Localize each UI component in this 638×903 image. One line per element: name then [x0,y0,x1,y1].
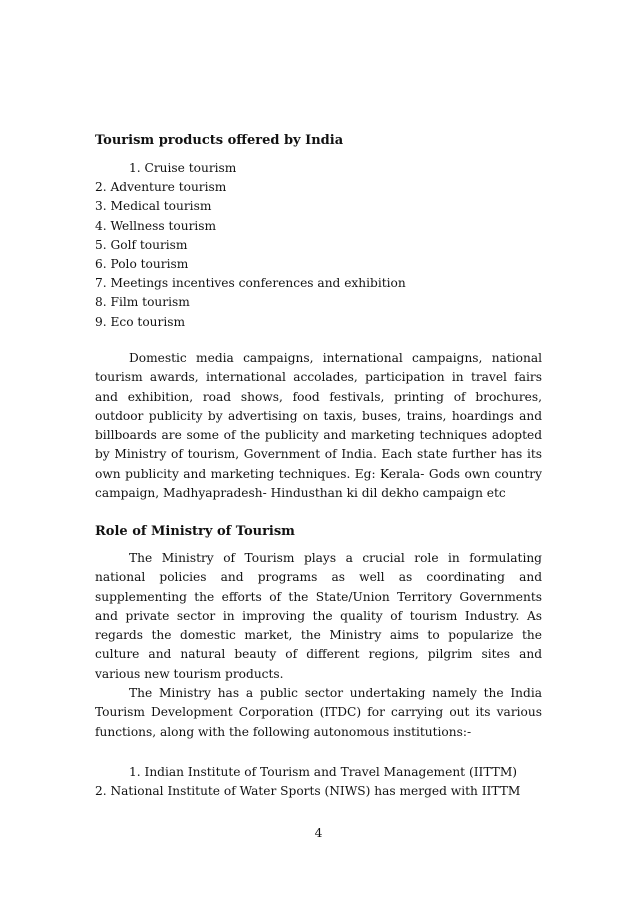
list-item: 2. National Institute of Water Sports (NIWS) has merged with IITTM [95,784,521,799]
list-item: 3. Medical tourism [95,199,212,214]
ministry-psu-paragraph: The Ministry has a public sector undertaking namely the India Tourism Development Corporation (ITDC) for carrying out its various functions, along with the following autonomous institutions:- [95,686,542,739]
tourism-products-list [95,159,406,332]
document-page [95,0,542,903]
ministry-role-paragraph: The Ministry of Tourism plays a crucial role in formulating national policies and programs as well as coordinating and supplementing the efforts of the State/Union Territory Governments and private sector in improving the quality of tourism Industry. As regards the domestic market, the Ministry aims to popularize the culture and natural beauty of different regions, pilgrim sites and various new tourism products. [95,551,542,681]
list-item: 8. Film tourism [95,295,190,310]
list-item: 5. Golf tourism [95,237,188,252]
publicity-paragraph: Domestic media campaigns, international campaigns, national tourism awards, international accolades, participation in travel fairs and exhibition, road shows, food festivals, printing of brochures, outdoor publicity by advertising on taxis, buses, trains, hoardings and billboards are some of the publicity and marketing techniques adopted by Ministry of tourism, Government of India. Each state further has its own publicity and marketing techniques. Eg: Kerala- Gods own country campaign, Madhyapradesh- Hindusthan ki dil dekho campaign etc [95,351,542,501]
list-item: 1. Cruise tourism [129,161,237,175]
page-number: 4 [314,826,323,840]
list-item: 4. Wellness tourism [95,218,217,233]
list-item: 9. Eco tourism [95,314,186,329]
autonomous-institutions-list [95,763,520,801]
list-item: 6. Polo tourism [95,256,189,271]
list-item: 1. Indian Institute of Tourism and Travel Management (IITTM) [129,765,518,779]
section-heading-tourism-products: Tourism products offered by India [95,133,344,148]
section-heading-role-of-ministry: Role of Ministry of Tourism [95,524,295,539]
list-item: 2. Adventure tourism [95,180,227,195]
list-item: 7. Meetings incentives conferences and exhibition [95,276,406,291]
